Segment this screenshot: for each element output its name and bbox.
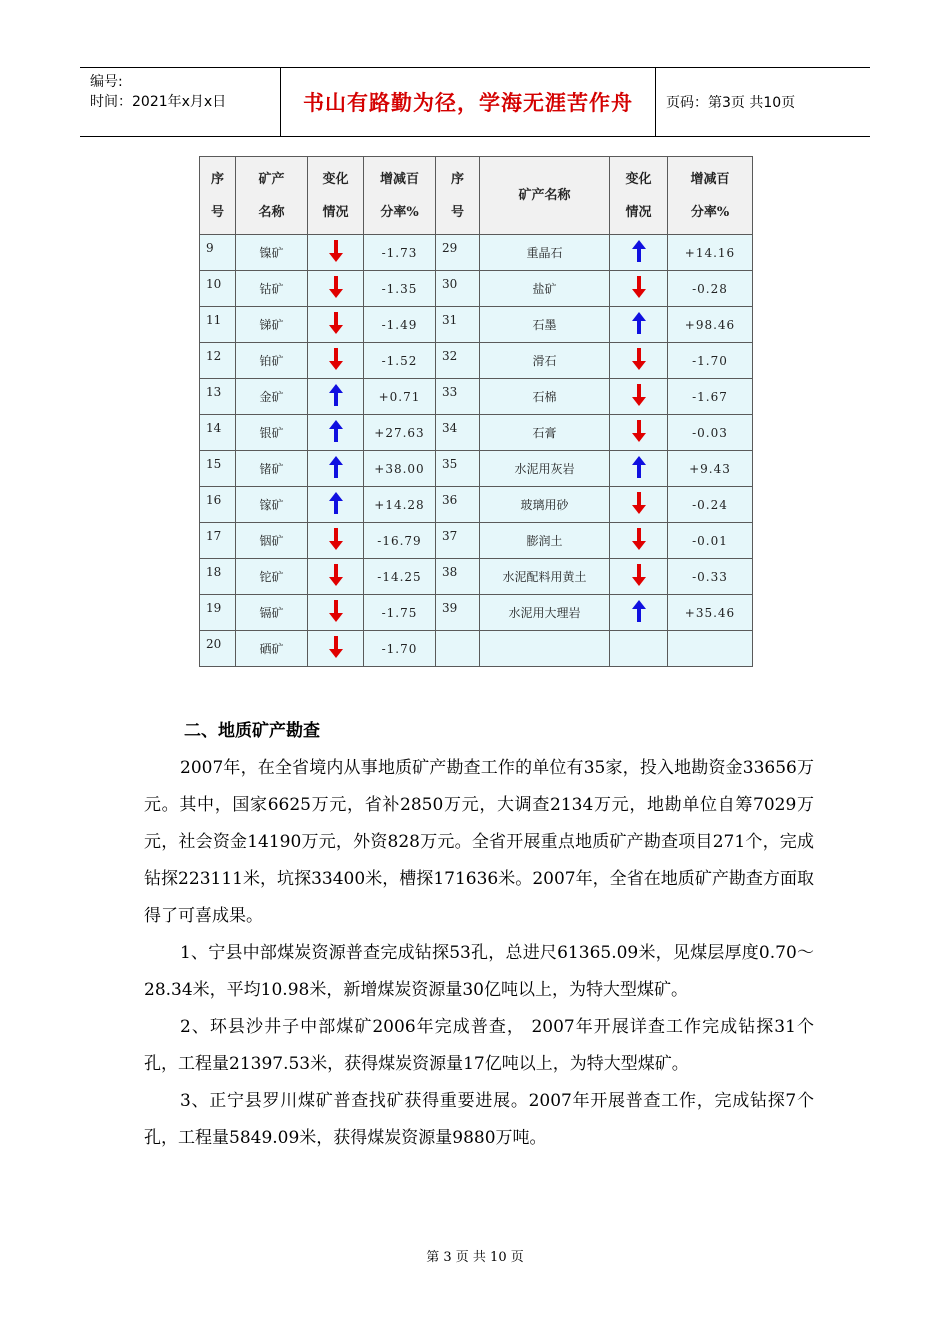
change-percent: -0.28	[668, 271, 753, 307]
row-number: 32	[436, 343, 480, 379]
date-label: 时间：2021年x月x日	[90, 94, 227, 110]
table-row	[200, 343, 753, 379]
row-number: 12	[200, 343, 236, 379]
change-percent: +98.46	[668, 307, 753, 343]
up-arrow-icon	[610, 595, 668, 631]
mineral-name: 膨润土	[480, 523, 610, 559]
paragraph: 2、环县沙井子中部煤矿2006年完成普查， 2007年开展详查工作完成钻探31个孔，工程量21397.53米，获得煤炭资源量17亿吨以上，为特大型煤矿。	[144, 1017, 814, 1074]
change-percent: -1.52	[364, 343, 436, 379]
table-row	[200, 415, 753, 451]
empty-cell	[610, 631, 668, 667]
mineral-name: 金矿	[236, 379, 308, 415]
mineral-name: 铊矿	[236, 559, 308, 595]
table-row	[200, 595, 753, 631]
down-arrow-icon	[308, 343, 364, 379]
table-row	[200, 271, 753, 307]
change-percent: -1.75	[364, 595, 436, 631]
change-percent: +27.63	[364, 415, 436, 451]
row-number: 18	[200, 559, 236, 595]
code-label: 编号:	[90, 74, 123, 90]
header-meta	[80, 68, 280, 136]
section-title: 二、地质矿产勘查	[184, 721, 320, 741]
up-arrow-icon	[308, 451, 364, 487]
header-name: 矿产 名称	[236, 157, 308, 235]
table-row	[200, 559, 753, 595]
down-arrow-icon	[610, 487, 668, 523]
mineral-name: 钴矿	[236, 271, 308, 307]
change-percent: +38.00	[364, 451, 436, 487]
row-number: 10	[200, 271, 236, 307]
change-percent: -0.03	[668, 415, 753, 451]
table-row	[200, 307, 753, 343]
row-number: 39	[436, 595, 480, 631]
row-number: 36	[436, 487, 480, 523]
change-percent: -1.70	[364, 631, 436, 667]
mineral-name: 硒矿	[236, 631, 308, 667]
row-number: 19	[200, 595, 236, 631]
change-percent: -1.35	[364, 271, 436, 307]
row-number: 9	[200, 235, 236, 271]
row-number: 38	[436, 559, 480, 595]
mineral-name: 石膏	[480, 415, 610, 451]
paragraph: 1、宁县中部煤炭资源普查完成钻探53孔，总进尺61365.09米，见煤层厚度0.70～28.34米，平均10.98米，新增煤炭资源量30亿吨以上，为特大型煤矿。	[144, 943, 814, 1000]
change-percent: +14.28	[364, 487, 436, 523]
change-percent: -1.70	[668, 343, 753, 379]
row-number: 15	[200, 451, 236, 487]
change-percent: -0.24	[668, 487, 753, 523]
section-content	[144, 713, 814, 1157]
mineral-name: 水泥用灰岩	[480, 451, 610, 487]
row-number: 20	[200, 631, 236, 667]
down-arrow-icon	[308, 523, 364, 559]
table-row	[200, 379, 753, 415]
row-number: 17	[200, 523, 236, 559]
mineral-name: 石墨	[480, 307, 610, 343]
up-arrow-icon	[610, 307, 668, 343]
mineral-name	[480, 631, 610, 667]
mineral-name: 镓矿	[236, 487, 308, 523]
change-percent: -16.79	[364, 523, 436, 559]
mineral-change-table	[199, 156, 753, 667]
mineral-name: 锗矿	[236, 451, 308, 487]
change-percent: +14.16	[668, 235, 753, 271]
up-arrow-icon	[308, 415, 364, 451]
row-number: 35	[436, 451, 480, 487]
table-row	[200, 523, 753, 559]
row-number: 14	[200, 415, 236, 451]
down-arrow-icon	[308, 235, 364, 271]
header-change: 变化 情况	[308, 157, 364, 235]
paragraph: 3、正宁县罗川煤矿普查找矿获得重要进展。2007年开展普查工作，完成钻探7个孔，工程量5849.09米，获得煤炭资源量9880万吨。	[144, 1091, 814, 1148]
mineral-name: 镍矿	[236, 235, 308, 271]
row-number: 31	[436, 307, 480, 343]
header-pct: 增减百 分率%	[364, 157, 436, 235]
mineral-name: 盐矿	[480, 271, 610, 307]
down-arrow-icon	[308, 631, 364, 667]
header-seq: 序 号	[200, 157, 236, 235]
row-number: 16	[200, 487, 236, 523]
row-number: 34	[436, 415, 480, 451]
change-percent	[668, 631, 753, 667]
mineral-name: 玻璃用砂	[480, 487, 610, 523]
down-arrow-icon	[308, 559, 364, 595]
down-arrow-icon	[610, 379, 668, 415]
mineral-name: 重晶石	[480, 235, 610, 271]
down-arrow-icon	[610, 523, 668, 559]
page-footer: 第 3 页 共 10 页	[426, 1250, 524, 1265]
header-change-2: 变化 情况	[610, 157, 668, 235]
table-row	[200, 487, 753, 523]
mineral-name: 滑石	[480, 343, 610, 379]
mineral-name: 铟矿	[236, 523, 308, 559]
down-arrow-icon	[610, 415, 668, 451]
down-arrow-icon	[610, 559, 668, 595]
change-percent: +0.71	[364, 379, 436, 415]
change-percent: -0.01	[668, 523, 753, 559]
change-percent: -14.25	[364, 559, 436, 595]
change-percent: -1.73	[364, 235, 436, 271]
page-label: 页码：第3页 共10页	[666, 95, 796, 111]
row-number: 37	[436, 523, 480, 559]
page-header	[80, 67, 870, 137]
row-number	[436, 631, 480, 667]
mineral-name: 镉矿	[236, 595, 308, 631]
change-percent: +35.46	[668, 595, 753, 631]
table-row	[200, 451, 753, 487]
row-number: 29	[436, 235, 480, 271]
change-percent: -0.33	[668, 559, 753, 595]
motto: 书山有路勤为径，学海无涯苦作舟	[280, 68, 656, 136]
up-arrow-icon	[308, 487, 364, 523]
change-percent: +9.43	[668, 451, 753, 487]
change-percent: -1.49	[364, 307, 436, 343]
row-number: 33	[436, 379, 480, 415]
table-header-row	[200, 157, 753, 235]
down-arrow-icon	[610, 343, 668, 379]
header-name-2: 矿产名称	[480, 157, 610, 235]
up-arrow-icon	[308, 379, 364, 415]
down-arrow-icon	[308, 307, 364, 343]
change-percent: -1.67	[668, 379, 753, 415]
up-arrow-icon	[610, 235, 668, 271]
mineral-name: 银矿	[236, 415, 308, 451]
header-pct-2: 增减百 分率%	[668, 157, 753, 235]
mineral-name: 石棉	[480, 379, 610, 415]
table-row	[200, 631, 753, 667]
row-number: 30	[436, 271, 480, 307]
mineral-name: 铂矿	[236, 343, 308, 379]
row-number: 13	[200, 379, 236, 415]
paragraph: 2007年，在全省境内从事地质矿产勘查工作的单位有35家，投入地勘资金33656万元。其中，国家6625万元，省补2850万元，大调查2134万元，地勘单位自筹7029万元，社会资金14190万元，外资828万元。全省开展重点地质矿产勘查项目271个，完成钻探223111米，坑探33400米，槽探171636米。2007年，全省在地质矿产勘查方面取得了可喜成果。	[144, 758, 814, 926]
up-arrow-icon	[610, 451, 668, 487]
mineral-name: 水泥配料用黄土	[480, 559, 610, 595]
down-arrow-icon	[308, 595, 364, 631]
table-row	[200, 235, 753, 271]
down-arrow-icon	[610, 271, 668, 307]
mineral-name: 水泥用大理岩	[480, 595, 610, 631]
row-number: 11	[200, 307, 236, 343]
mineral-name: 锑矿	[236, 307, 308, 343]
down-arrow-icon	[308, 271, 364, 307]
header-seq-2: 序 号	[436, 157, 480, 235]
